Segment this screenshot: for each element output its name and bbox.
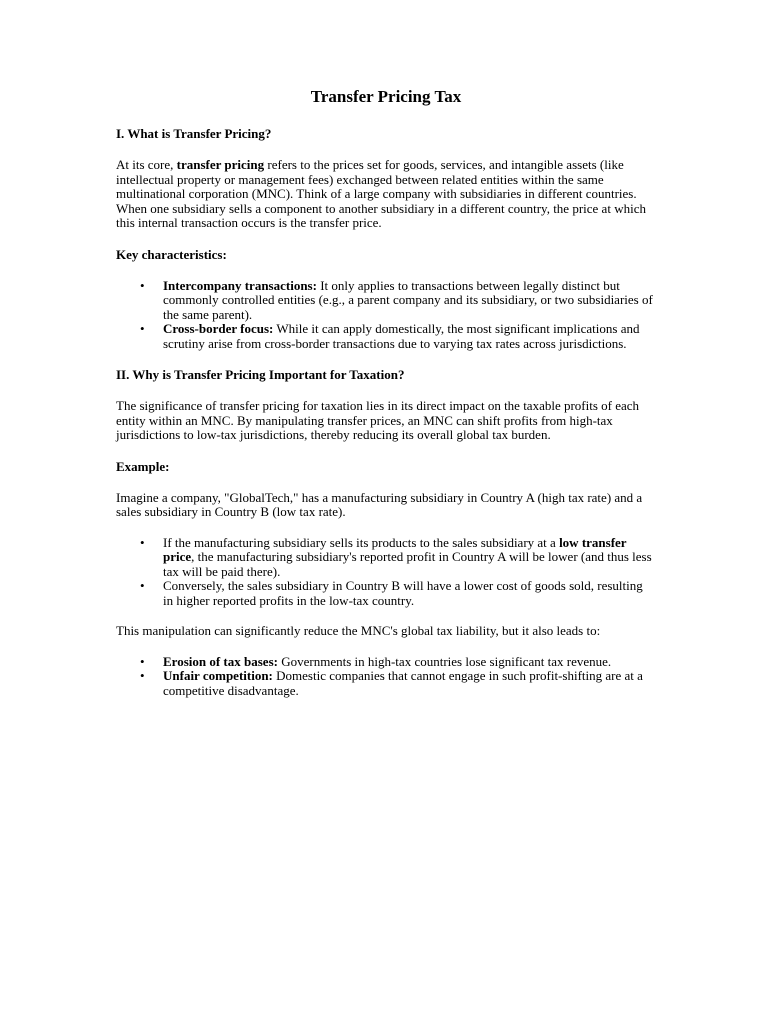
list-item-text: It only applies to transactions between legally distinct but commonly controlled entities (e.g., a parent company and its subsidiary, or two subsidiaries of the same parent). [163, 277, 653, 322]
example-list [116, 536, 656, 609]
list-item-text-pre: If the manufacturing subsidiary sells its products to the sales subsidiary at a [163, 534, 560, 550]
list-item [163, 655, 656, 670]
list-item-text: Domestic companies that cannot engage in such profit-shifting are at a competitive disadvantage. [163, 668, 643, 698]
document-body [116, 86, 656, 714]
key-characteristics-heading: Key characteristics: [116, 246, 227, 262]
list-item-term: low transfer price [163, 534, 627, 564]
list-item [163, 322, 656, 351]
list-item [163, 669, 656, 698]
intro-term-bold: transfer pricing [176, 157, 265, 172]
intro-text-post: refers to the prices set for goods, services, and intangible assets (like intellectual property or management fees) exchanged between related entities within the same multinational corporation (MNC). Think of a large company with subsidiaries in different countries. When one subsidiary sells a component to another subsidiary in a different country, the price at which this internal transaction occurs is the transfer price. [116, 157, 646, 230]
list-item-text: Governments in high-tax countries lose significant tax revenue. [277, 653, 612, 669]
intro-text-pre: At its core, [116, 157, 177, 172]
example-paragraph: Imagine a company, "GlobalTech," has a manufacturing subsidiary in Country A (high tax rate) and a sales subsidiary in Country B (low tax rate). [116, 489, 643, 519]
intro-paragraph [116, 158, 656, 231]
manipulation-paragraph: This manipulation can significantly reduce the MNC's global tax liability, but it also leads to: [116, 623, 601, 638]
section-heading-why-important: II. Why is Transfer Pricing Important for Taxation? [116, 367, 405, 382]
list-item-term: Unfair competition: [163, 668, 273, 683]
list-item-text: While it can apply domestically, the most significant implications and scrutiny arise from cross-border transactions due to varying tax rates across jurisdictions. [163, 321, 640, 351]
list-item-term: Intercompany transactions: [163, 277, 317, 293]
list-item-term: Cross-border focus: [163, 321, 274, 336]
list-item [163, 579, 656, 608]
list-item [163, 279, 656, 323]
list-item-term: Erosion of tax bases: [163, 653, 278, 669]
list-item-text-post: , the manufacturing subsidiary's reported profit in Country A will be lower (and thus less tax will be paid there). [163, 549, 652, 579]
section-heading-what-is: I. What is Transfer Pricing? [116, 126, 272, 141]
significance-paragraph: The significance of transfer pricing for taxation lies in its direct impact on the taxable profits of each entity within an MNC. By manipulating transfer prices, an MNC can shift profits from high-tax jurisdictions to low-tax jurisdictions, thereby reducing its overall global tax burden. [116, 398, 640, 442]
document-title: Transfer Pricing Tax [310, 87, 462, 106]
list-item [163, 536, 656, 580]
consequences-list [116, 655, 656, 699]
list-item-text-pre: Conversely, the sales subsidiary in Country B will have a lower cost of goods sold, resulting in higher reported profits in the low-tax country. [163, 578, 643, 608]
characteristics-list [116, 279, 656, 352]
example-heading: Example: [116, 458, 170, 474]
